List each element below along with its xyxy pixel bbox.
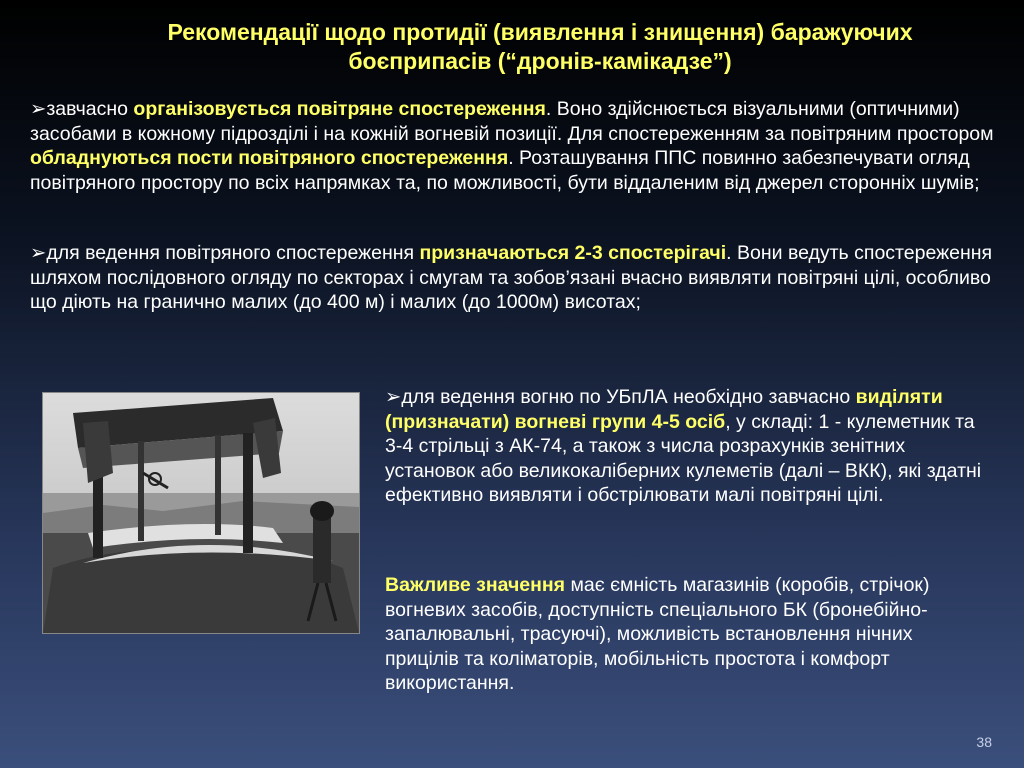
highlight-segment: обладнуються пости повітряного спостереження: [30, 147, 509, 169]
highlight-segment: Важливе значення: [385, 574, 566, 596]
observation-post-photo: [42, 392, 360, 634]
text-segment: , у складі: 1 - кулеметник та 3-4 стрільці з АК-74, а також з числа розрахунків зенітних установок або великокаліберних кулеметів (далі – ВКК), які здатні ефективно виявляти і обстрілювати малі повітряні цілі.: [385, 410, 982, 506]
text-segment: . Вони ведуть спостереження шляхом послідовного огляду по секторах і смугам та зобов’язані вчасно виявляти повітряні цілі, особливо що діють на гранично малих (до 400 м) і малих (до 1000м) висотах;: [30, 242, 993, 313]
text-segment: для ведення вогню по УБпЛА необхідно завчасно: [401, 386, 856, 408]
bullet-observers: [30, 241, 998, 315]
text-segment: для ведення повітряного спостереження: [46, 242, 420, 264]
text-segment: завчасно: [46, 98, 134, 120]
page-number: 38: [976, 734, 992, 750]
important-note: [385, 573, 985, 696]
bullet-air-observation: [30, 97, 998, 195]
highlight-segment: призначаються 2-3 спостерігачі: [419, 242, 727, 264]
bullet-fire-groups: [385, 385, 985, 508]
bullet-arrow-icon: ➢: [30, 242, 47, 264]
text-segment: має ємність магазинів (коробів, стрічок) вогневих засобів, доступність спеціального БК (бронебійно-запалювальні, трасуючі), можливість встановлення нічних прицілів та коліматорів, мобільність простота і комфорт використання.: [385, 574, 930, 694]
text-segment: . Воно здійснюється візуальними (оптичними) засобами в кожному підрозділі і на кожній вогневій позиції. Для спостереженням за повітряним простором: [30, 98, 994, 145]
highlight-segment: виділяти (призначати) вогневі групи 4-5 осіб: [385, 386, 943, 433]
text-segment: . Розташування ППС повинно забезпечувати огляд повітряного простору по всіх напрямках та, по можливості, бути віддаленим від джерел сторонніх шумів;: [30, 147, 980, 194]
bullet-arrow-icon: ➢: [385, 386, 402, 408]
slide-title: Рекомендації щодо протидії (виявлення і знищення) баражуючих боєприпасів (“дронів-камікадзе”): [167, 19, 913, 74]
highlight-segment: організовується повітряне спостереження: [133, 98, 546, 120]
bullet-arrow-icon: ➢: [30, 98, 47, 120]
